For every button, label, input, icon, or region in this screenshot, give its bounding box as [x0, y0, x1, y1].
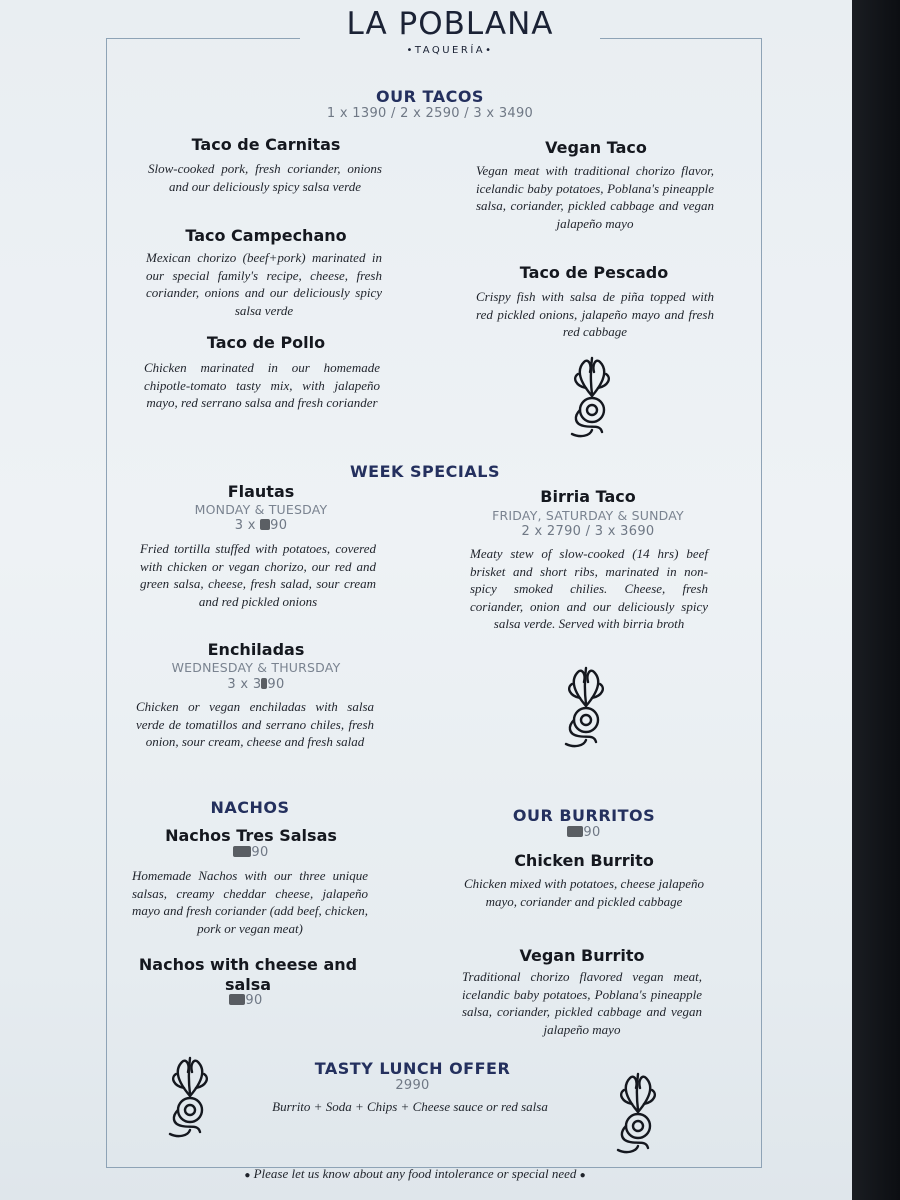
nachos-heading: NACHOS [210, 798, 290, 817]
item-description: Vegan meat with traditional chorizo flavor, icelandic baby potatoes, Poblana's pineapple salsa, coriander, pickled cabbage and vegan jalapeño mayo [476, 163, 714, 231]
item-name: Chicken Burrito [514, 851, 654, 870]
item-name: Vegan Taco [545, 138, 647, 157]
bullet-icon: ● [579, 1170, 586, 1181]
item-days: FRIDAY, SATURDAY & SUNDAY [492, 508, 684, 523]
item-name: Taco de Carnitas [191, 135, 341, 154]
item-name: Taco Campechano [185, 226, 347, 245]
specials-heading: WEEK SPECIALS [350, 462, 500, 481]
item-price [130, 993, 362, 1008]
price-smudge [233, 846, 251, 857]
price-smudge [229, 994, 245, 1005]
item-name: Nachos with cheese and salsa [138, 955, 358, 994]
item-days: MONDAY & TUESDAY [194, 502, 328, 517]
bullet-icon: ● [244, 1170, 251, 1181]
price-smudge [260, 519, 270, 530]
item-price [140, 677, 372, 692]
aztec-glyph-icon [562, 352, 622, 440]
brand-subtitle: •TAQUERÍA• [406, 45, 494, 56]
lunch-heading: TASTY LUNCH OFFER [314, 1059, 511, 1078]
item-price [145, 518, 377, 533]
price-prefix: 3 x [234, 518, 261, 533]
price-suffix: 90 [267, 677, 285, 692]
price-suffix: 90 [583, 825, 601, 840]
lunch-price: 2990 [395, 1078, 430, 1093]
item-description: Traditional chorizo flavored vegan meat, icelandic baby potatoes, Poblana's pineapple salsa, coriander, pickled cabbage and vegan jalapeño mayo [462, 969, 702, 1037]
burritos-price [484, 825, 684, 840]
aztec-glyph-icon [556, 662, 616, 750]
lunch-description: Burrito + Soda + Chips + Cheese sauce or red salsa [272, 1099, 548, 1114]
brand-title: LA POBLANA [346, 6, 554, 42]
item-name: Birria Taco [540, 487, 636, 506]
price-prefix: 3 x 3 [227, 677, 262, 692]
item-description: Crispy fish with salsa de piña topped with red pickled onions, jalapeño mayo and fresh red cabbage [476, 289, 714, 339]
price-suffix: 90 [270, 518, 288, 533]
item-description: Fried tortilla stuffed with potatoes, covered with chicken or vegan chorizo, our red and green salsa, cheese, fresh salad, sour cream and red pickled onions [140, 541, 376, 609]
aztec-glyph-icon [160, 1052, 220, 1140]
footer-note [215, 1166, 615, 1182]
item-description: Mexican chorizo (beef+pork) marinated in our special family's recipe, cheese, fresh coriander, onions and our deliciously spicy salsa verde [146, 250, 382, 318]
price-suffix: 90 [245, 993, 263, 1008]
aztec-glyph-icon [608, 1068, 668, 1156]
item-description: Slow-cooked pork, fresh coriander, onions and our deliciously spicy salsa verde [148, 161, 382, 194]
item-price: 2 x 2790 / 3 x 3690 [521, 524, 655, 539]
price-smudge [261, 678, 267, 689]
price-suffix: 90 [251, 845, 269, 860]
item-description: Chicken or vegan enchiladas with salsa verde de tomatillos and serrano chiles, fresh onion, sour cream, cheese and fresh salad [136, 699, 374, 749]
item-name: Enchiladas [207, 640, 305, 659]
tacos-prices: 1 x 1390 / 2 x 2590 / 3 x 3490 [326, 106, 534, 121]
item-name: Flautas [227, 482, 295, 501]
tacos-heading: OUR TACOS [376, 87, 484, 106]
burritos-heading: OUR BURRITOS [512, 806, 656, 825]
item-name: Taco de Pollo [206, 333, 326, 352]
item-description: Chicken mixed with potatoes, cheese jalapeño mayo, coriander and pickled cabbage [464, 876, 704, 909]
frame-edge [852, 0, 900, 1200]
item-days: WEDNESDAY & THURSDAY [171, 660, 341, 675]
item-description: Meaty stew of slow-cooked (14 hrs) beef brisket and short ribs, marinated in non-spicy smoked chilies. Cheese, fresh coriander, onion and our deliciously spicy salsa verde. Served with birria broth [470, 546, 708, 631]
footer-note-text: Please let us know about any food intolerance or special need [253, 1166, 577, 1181]
item-name: Taco de Pescado [519, 263, 669, 282]
item-description: Homemade Nachos with our three unique salsas, creamy cheddar cheese, jalapeño mayo and fresh coriander (add beef, chicken, pork or vegan meat) [132, 868, 368, 936]
item-name: Nachos Tres Salsas [165, 826, 337, 845]
item-description: Chicken marinated in our homemade chipotle-tomato tasty mix, with jalapeño mayo, red serrano salsa and fresh coriander [144, 360, 380, 410]
item-name: Vegan Burrito [519, 946, 645, 965]
price-smudge [567, 826, 583, 837]
item-price [135, 845, 367, 860]
